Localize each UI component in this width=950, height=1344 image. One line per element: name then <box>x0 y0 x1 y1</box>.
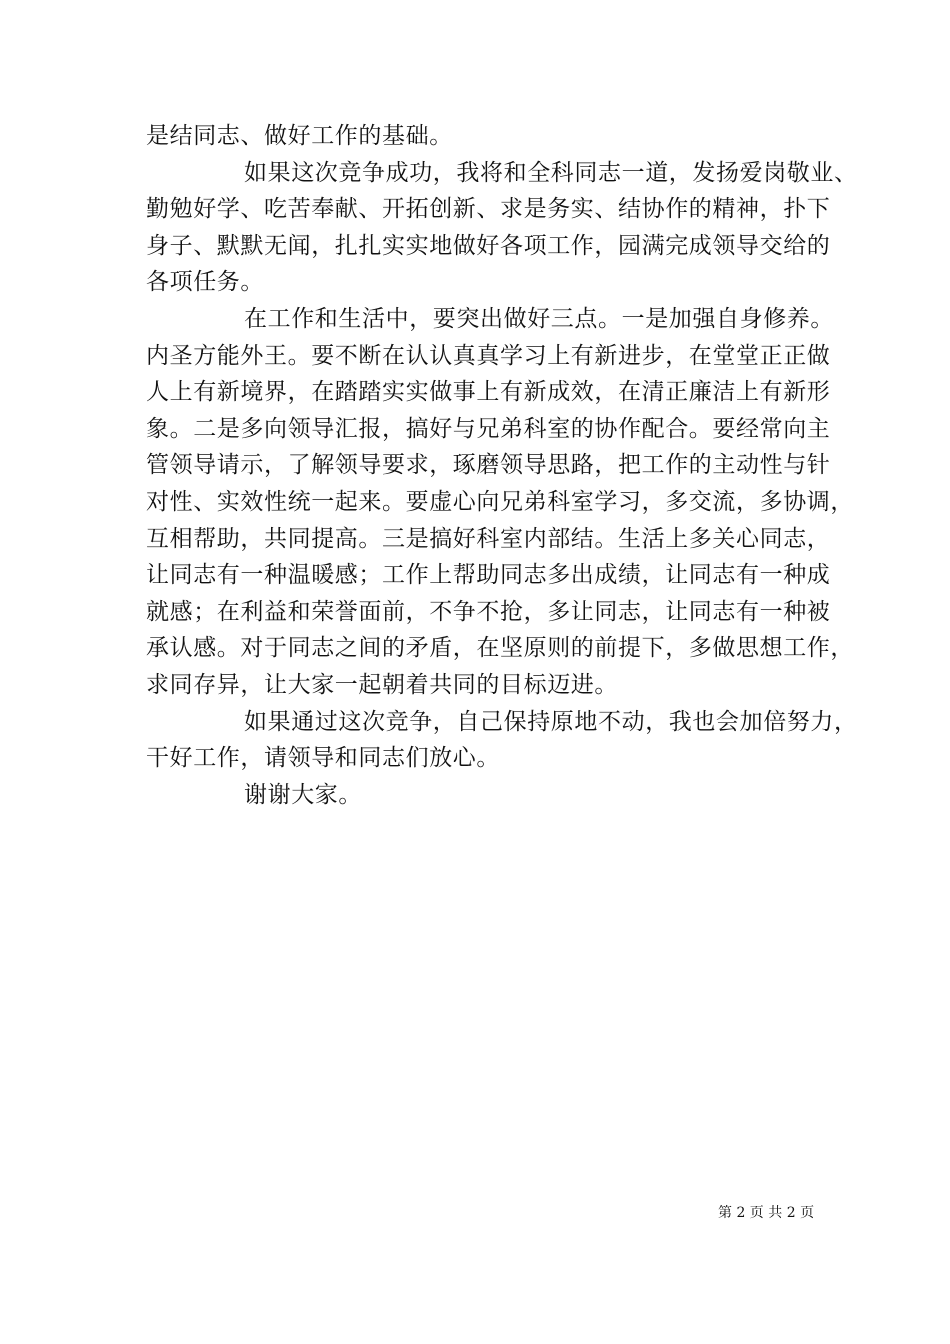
body-text <box>146 118 858 813</box>
text-line: 身子、默默无闻，扎扎实实地做好各项工作，园满完成领导交给的 <box>146 232 831 259</box>
text-line: 就感；在利益和荣誉面前，不争不抢，多让同志，让同志有一种被 <box>146 598 831 625</box>
text-line: 管领导请示，了解领导要求，琢磨领导思路，把工作的主动性与针 <box>146 452 831 479</box>
text-line: 如果通过这次竞争，自己保持原地不动，我也会加倍努力， <box>244 708 858 735</box>
page-number-footer: 第 2 页 共 2 页 <box>718 1205 815 1221</box>
text-line: 让同志有一种温暖感；工作上帮助同志多出成绩，让同志有一种成 <box>146 562 831 589</box>
text-line: 干好工作，请领导和同志们放心。 <box>146 745 500 772</box>
text-line: 承认感。对于同志之间的矛盾，在坚原则的前提下，多做思想工作， <box>146 635 854 662</box>
text-line: 在工作和生活中，要突出做好三点。一是加强自身修养。 <box>244 305 834 332</box>
text-line: 勤勉好学、吃苦奉献、开拓创新、求是务实、结协作的精神，扑下 <box>146 196 831 223</box>
text-line: 对性、实效性统一起来。要虚心向兄弟科室学习，多交流，多协调， <box>146 488 854 515</box>
text-line: 互相帮助，共同提高。三是搞好科室内部结。生活上多关心同志， <box>146 525 831 552</box>
text-line: 是结同志、做好工作的基础。 <box>146 123 453 149</box>
text-line: 如果这次竞争成功，我将和全科同志一道，发扬爱岗敬业、 <box>244 159 858 186</box>
text-line: 人上有新境界，在踏踏实实做事上有新成效，在清正廉洁上有新形 <box>146 379 831 406</box>
text-line: 各项任务。 <box>146 269 264 296</box>
text-line: 求同存异，让大家一起朝着共同的目标迈进。 <box>146 671 618 698</box>
text-line: 象。二是多向领导汇报，搞好与兄弟科室的协作配合。要经常向主 <box>146 415 831 442</box>
text-line: 内圣方能外王。要不断在认认真真学习上有新进步，在堂堂正正做 <box>146 342 831 369</box>
text-line: 谢谢大家。 <box>244 781 362 808</box>
